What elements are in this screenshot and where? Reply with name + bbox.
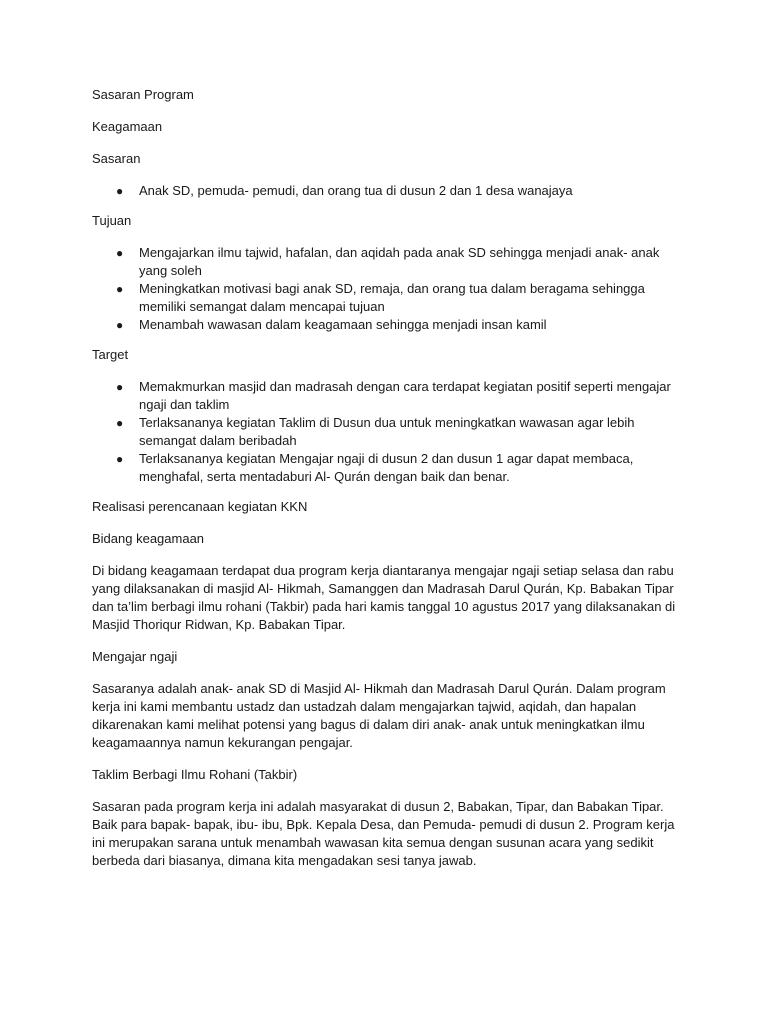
list-item	[92, 414, 682, 450]
list-item-text: Mengajarkan ilmu tajwid, hafalan, dan aqidah pada anak SD sehingga menjadi anak- anak yang soleh	[139, 245, 660, 278]
label-target: Target	[92, 347, 129, 362]
list-item	[92, 244, 682, 280]
list-item-text: Menambah wawasan dalam keagamaan sehingga menjadi insan kamil	[139, 317, 547, 332]
list-item	[92, 182, 682, 200]
bullet-icon: ●	[116, 318, 124, 332]
sasaran-list	[92, 182, 682, 200]
document-page	[92, 86, 682, 884]
list-item-text: Memakmurkan masjid dan madrasah dengan cara terdapat kegiatan positif seperti mengajar ngaji dan taklim	[139, 379, 671, 412]
heading-mengajar-ngaji: Mengajar ngaji	[92, 649, 178, 664]
bullet-icon: ●	[116, 380, 124, 394]
label-sasaran: Sasaran	[92, 151, 141, 166]
tujuan-list	[92, 244, 682, 334]
subtitle-keagamaan: Keagamaan	[92, 119, 163, 134]
bullet-icon: ●	[116, 184, 124, 198]
paragraph-taklim: Sasaran pada program kerja ini adalah masyarakat di dusun 2, Babakan, Tipar, dan Babakan Tipar. Baik para bapak- bapak, ibu- ibu, Bpk. Kepala Desa, dan Pemuda- pemudi di dusun 2. Program kerja ini merupakan sarana untuk menambah wawasan kita semua dengan susunan acara yang sedikit berbeda dari biasanya, dimana kita mengadakan sesi tanya jawab.	[92, 799, 675, 868]
list-item	[92, 378, 682, 414]
bullet-icon: ●	[116, 416, 124, 430]
label-tujuan: Tujuan	[92, 213, 132, 228]
list-item-text: Terlaksananya kegiatan Mengajar ngaji di dusun 2 dan dusun 1 agar dapat membaca, menghafal, serta mentadaburi Al- Qurán dengan baik dan benar.	[139, 451, 634, 484]
heading-taklim: Taklim Berbagi Ilmu Rohani (Takbir)	[92, 767, 298, 782]
list-item	[92, 280, 682, 316]
bullet-icon: ●	[116, 282, 124, 296]
target-list	[92, 378, 682, 486]
bullet-icon: ●	[116, 452, 124, 466]
paragraph-mengajar-ngaji: Sasaranya adalah anak- anak SD di Masjid Al- Hikmah dan Madrasah Darul Qurán. Dalam program kerja ini kami membantu ustadz dan ustadzah dalam mengajarkan tajwid, aqidah, dan hapalan dikarenakan kami melihat potensi yang bagus di dalam diri anak- anak untuk meningkatkan ilmu keagamaannya namun kekurangan pengajar.	[92, 681, 666, 750]
title-sasaran-program: Sasaran Program	[92, 87, 194, 102]
list-item	[92, 316, 682, 334]
list-item	[92, 450, 682, 486]
heading-bidang-keagamaan: Bidang keagamaan	[92, 531, 205, 546]
paragraph-bidang-keagamaan: Di bidang keagamaan terdapat dua program kerja diantaranya mengajar ngaji setiap selasa dan rabu yang dilaksanakan di masjid Al- Hikmah, Samanggen dan Madrasah Darul Qurán, Kp. Babakan Tipar dan ta’lim berbagi ilmu rohani (Takbir) pada hari kamis tanggal 10 agustus 2017 yang dilaksanakan di Masjid Thoriqur Ridwan, Kp. Babakan Tipar.	[92, 563, 676, 632]
list-item-text: Meningkatkan motivasi bagi anak SD, remaja, dan orang tua dalam beragama sehingga memiliki semangat dalam mencapai tujuan	[139, 281, 645, 314]
list-item-text: Anak SD, pemuda- pemudi, dan orang tua di dusun 2 dan 1 desa wanajaya	[139, 183, 573, 198]
bullet-icon: ●	[116, 246, 124, 260]
list-item-text: Terlaksananya kegiatan Taklim di Dusun dua untuk meningkatkan wawasan agar lebih semangat dalam beribadah	[139, 415, 635, 448]
heading-realisasi: Realisasi perencanaan kegiatan KKN	[92, 499, 308, 514]
